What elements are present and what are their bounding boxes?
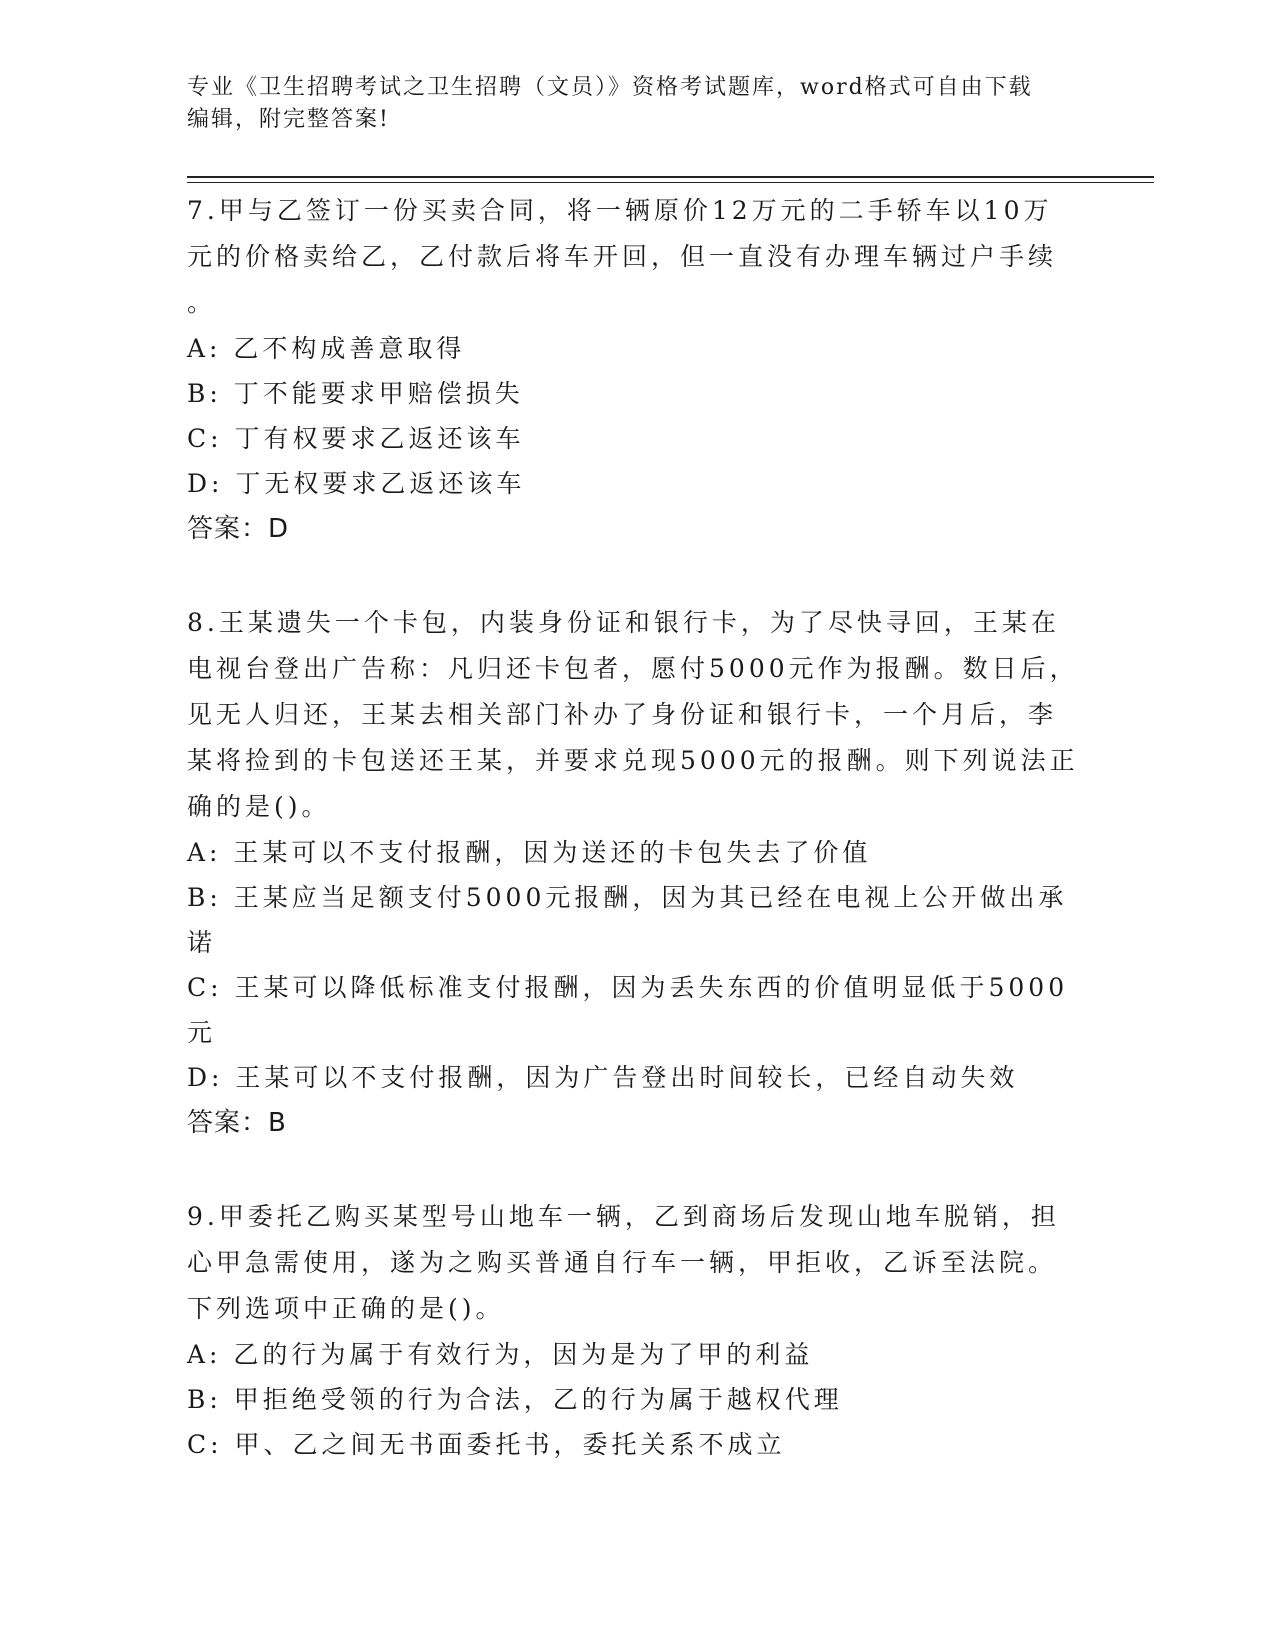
answer-option-line: 诺 [187, 928, 217, 957]
page-header [187, 72, 1087, 136]
question-stem-line: 某将捡到的卡包送还王某，并要求兑现5000元的报酬。则下列说法正 [187, 746, 1079, 775]
answer-option-line: A: 乙的行为属于有效行为，因为是为了甲的利益 [187, 1340, 814, 1369]
question-stem-line: 9.甲委托乙购买某型号山地车一辆，乙到商场后发现山地车脱销，担 [187, 1202, 1060, 1231]
question-stem-line: 心甲急需使用，遂为之购买普通自行车一辆，甲拒收，乙诉至法院。 [187, 1248, 1058, 1277]
question-stem-line: 8.王某遗失一个卡包，内装身份证和银行卡，为了尽快寻回，王某在 [187, 608, 1060, 637]
answer-option-line: 元 [187, 1018, 217, 1047]
question-8 [187, 600, 1087, 1146]
answer-option-line: A: 乙不构成善意取得 [187, 334, 466, 363]
answer-option-line: A: 王某可以不支付报酬，因为送还的卡包失去了价值 [187, 838, 872, 867]
question-9 [187, 1194, 1087, 1467]
question-stem-line: 7.甲与乙签订一份买卖合同，将一辆原价12万元的二手轿车以10万 [187, 196, 1053, 225]
question-stem-line: 。 [187, 288, 217, 317]
answer-option-line: D: 王某可以不支付报酬，因为广告登出时间较长，已经自动失效 [187, 1063, 1019, 1092]
answer-key: 答案：B [187, 1108, 287, 1138]
question-stem-line: 确的是()。 [187, 792, 331, 821]
question-list [187, 188, 1087, 1515]
answer-option-line: C: 丁有权要求乙返还该车 [187, 424, 525, 453]
question-7 [187, 188, 1087, 552]
question-stem-line: 见无人归还，王某去相关部门补办了身份证和银行卡，一个月后，李 [187, 700, 1058, 729]
answer-option-line: C: 甲、乙之间无书面委托书，委托关系不成立 [187, 1430, 786, 1459]
header-line-2: 编辑，附完整答案! [187, 107, 390, 132]
answer-option-line: D: 丁无权要求乙返还该车 [187, 469, 526, 498]
answer-option-line: B: 丁不能要求甲赔偿损失 [187, 379, 524, 408]
answer-option-line: C: 王某可以降低标准支付报酬，因为丢失东西的价值明显低于5000 [187, 973, 1069, 1002]
header-line-1: 专业《卫生招聘考试之卫生招聘（文员）》资格考试题库，word格式可自由下载 [187, 75, 1033, 100]
header-divider-thick [187, 176, 1154, 178]
answer-option-line: B: 甲拒绝受领的行为合法，乙的行为属于越权代理 [187, 1385, 843, 1414]
question-stem-line: 电视台登出广告称：凡归还卡包者，愿付5000元作为报酬。数日后， [187, 654, 1079, 683]
answer-key: 答案：D [187, 514, 290, 544]
question-stem-line: 下列选项中正确的是()。 [187, 1294, 505, 1323]
question-stem-line: 元的价格卖给乙，乙付款后将车开回，但一直没有办理车辆过户手续 [187, 242, 1058, 271]
answer-option-line: B: 王某应当足额支付5000元报酬，因为其已经在电视上公开做出承 [187, 883, 1068, 912]
header-divider-thin [187, 182, 1154, 183]
